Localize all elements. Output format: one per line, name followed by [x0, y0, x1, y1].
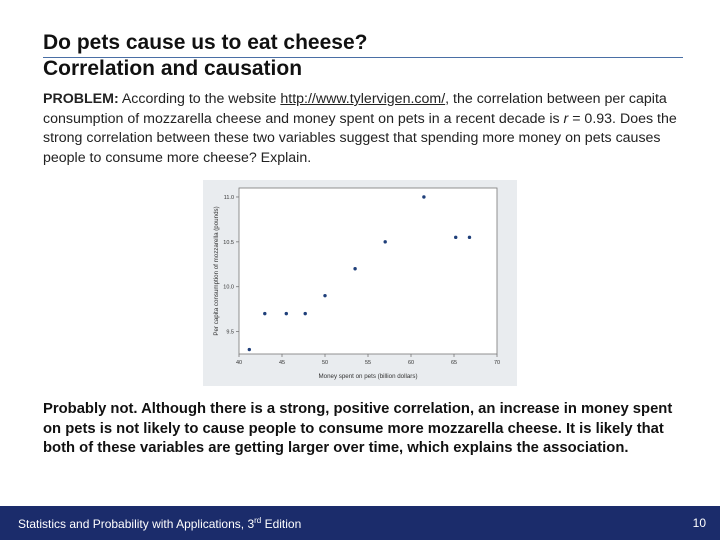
data-point — [248, 348, 251, 351]
scatter-plot-svg — [203, 180, 517, 386]
page-number: 10 — [692, 516, 706, 530]
slide-title-line-2: Correlation and causation — [43, 57, 303, 80]
data-point — [384, 240, 387, 243]
data-point — [454, 236, 457, 239]
y-tick-label: 10.0 — [223, 284, 234, 291]
x-tick-label: 40 — [235, 360, 243, 366]
footer-text-main: Statistics and Probability with Applications, 3 — [18, 517, 255, 531]
y-axis-ticks — [223, 195, 239, 336]
y-axis-label: Per capita consumption of mozzarella (pounds) — [213, 206, 220, 336]
data-point — [468, 236, 471, 239]
x-axis-ticks — [236, 354, 500, 366]
x-tick-label: 65 — [450, 360, 458, 366]
title-divider — [43, 57, 683, 58]
r-value: = 0.93. — [568, 110, 616, 127]
x-tick-label: 45 — [278, 360, 286, 366]
y-tick-label: 9.5 — [226, 329, 234, 336]
source-link[interactable]: http://www.tylervigen.com/ — [280, 91, 446, 107]
x-tick-label: 55 — [364, 360, 372, 366]
problem-lead: PROBLEM: — [43, 91, 119, 107]
scatter-plot — [203, 180, 517, 386]
problem-statement — [43, 90, 688, 168]
answer-text: Probably not. Although there is a strong, positive correlation, an increase in money spent on pets is not likely to cause people to consume more mozzarella cheese. It is likely that both of these variables are getting larger over time, which explains the association. — [43, 401, 673, 456]
slide-title — [43, 30, 683, 82]
data-point — [353, 267, 356, 270]
data-point — [323, 294, 326, 297]
footer-bar — [0, 506, 720, 540]
problem-text-3: Does the strong correlation between these two variables suggest that spending more money on pets causes people to consume more cheese? Explain. — [43, 110, 677, 166]
data-point — [304, 312, 307, 315]
x-tick-label: 50 — [321, 360, 329, 366]
x-axis-label: Money spent on pets (billion dollars) — [318, 373, 418, 380]
x-tick-label: 60 — [407, 360, 415, 366]
footer-book-title — [18, 516, 301, 531]
data-point — [285, 312, 288, 315]
plot-area — [239, 188, 497, 354]
y-tick-label: 11.0 — [223, 194, 234, 201]
problem-text-1: According to the website — [118, 91, 281, 107]
y-tick-label: 10.5 — [223, 239, 234, 246]
slide-title-line-1: Do pets cause us to eat cheese? — [43, 31, 368, 54]
footer-text-end: Edition — [261, 517, 302, 531]
problem-text-2: , the correlation between per capita consumption of mozzarella cheese and money spent on pets in a recent decade is — [43, 91, 667, 127]
data-point — [263, 312, 266, 315]
r-symbol: r — [563, 110, 569, 127]
data-point — [422, 195, 425, 198]
x-tick-label: 70 — [493, 360, 501, 366]
footer-text-sup: rd — [254, 516, 262, 525]
